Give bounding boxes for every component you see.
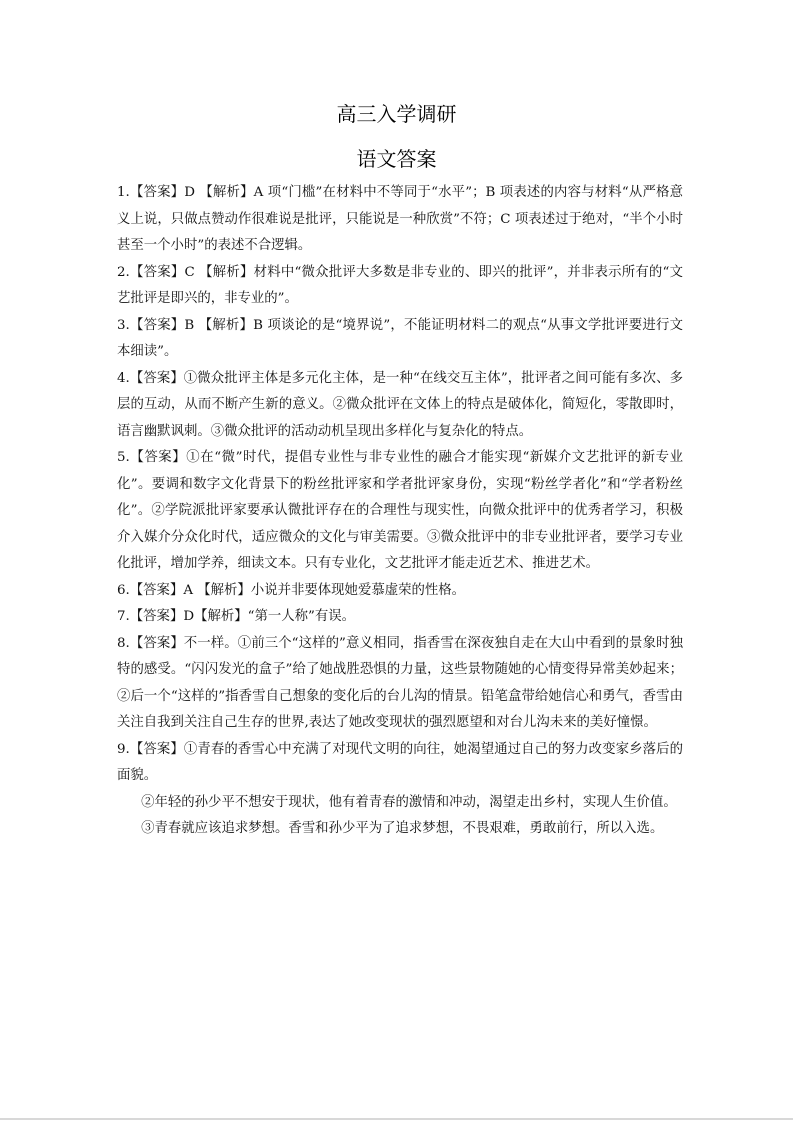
page-subtitle: 语文答案 (356, 147, 437, 171)
page-title: 高三入学调研 (336, 102, 457, 126)
answer-9-point-2: ②年轻的孙少平不想安于现状，他有着青春的激情和冲动，渴望走出乡村，实现人生价值。 (141, 794, 677, 810)
answer-9: 9.【答案】①青春的香雪心中充满了对现代文明的向往，她渴望通过自己的努力改变家乡落后的面貌。 (117, 741, 683, 783)
answer-8: 8.【答案】不一样。①前三个“这样的”意义相同，指香雪在深夜独自走在大山中看到的景象时独特的感受。“闪闪发光的盒子”给了她战胜恐惧的力量，这些景物随她的心情变得异常美妙起来；②后一个“这样的”指香雪自己想象的变化后的台儿沟的情景。铅笔盒带给她信心和勇气，香雪由关注自我到关注自己生存的世界,表达了她改变现状的强烈愿望和对台儿沟未来的美好憧憬。 (117, 635, 683, 730)
answer-5: 5.【答案】①在“微”时代，提倡专业性与非专业性的融合才能实现“新媒介文艺批评的新专业化”。要调和数字文化背景下的粉丝批评家和学者批评家身份，实现“粉丝学者化”和“学者粉丝化”。②学院派批评家要承认微批评存在的合理性与现实性，向微众批评中的优秀者学习，积极介入媒介分众化时代，适应微众的文化与审美需要。③微众批评中的非专业批评者，要学习专业化批评，增加学养，细读文本。只有专业化，文艺批评才能走近艺术、推进艺术。 (117, 450, 683, 571)
answer-6: 6.【答案】A 【解析】小说并非要体现她爱慕虚荣的性格。 (117, 582, 466, 598)
answer-3: 3.【答案】B 【解析】B 项谈论的是“境界说”，不能证明材料二的观点“从事文学批评要进行文本细读”。 (117, 317, 683, 359)
page-bottom-divider (0, 1118, 793, 1120)
answer-4: 4.【答案】①微众批评主体是多元化主体，是一种“在线交互主体”，批评者之间可能有多次、多层的互动，从而不断产生新的意义。②微众批评在文体上的特点是破体化，简短化，零散即时，语言幽默讽刺。③微众批评的活动动机呈现出多样化与复杂化的特点。 (117, 370, 683, 439)
answer-1: 1.【答案】D 【解析】A 项“门槛”在材料中不等同于“水平”；B 项表述的内容与材料“从严格意义上说，只做点赞动作很难说是批评，只能说是一种欣赏”不符；C 项表述过于绝对，“半个小时甚至一个小时”的表述不合逻辑。 (117, 185, 683, 253)
answer-7: 7.【答案】D【解析】“第一人称”有误。 (117, 609, 356, 624)
answer-9-point-3: ③青春就应该追求梦想。香雪和孙少平为了追求梦想，不畏艰难，勇敢前行，所以入选。 (141, 821, 664, 836)
answer-list (117, 180, 683, 843)
answer-2: 2.【答案】C 【解析】材料中“微众批评大多数是非专业的、即兴的批评”，并非表示所有的“文艺批评是即兴的，非专业的”。 (117, 264, 683, 306)
